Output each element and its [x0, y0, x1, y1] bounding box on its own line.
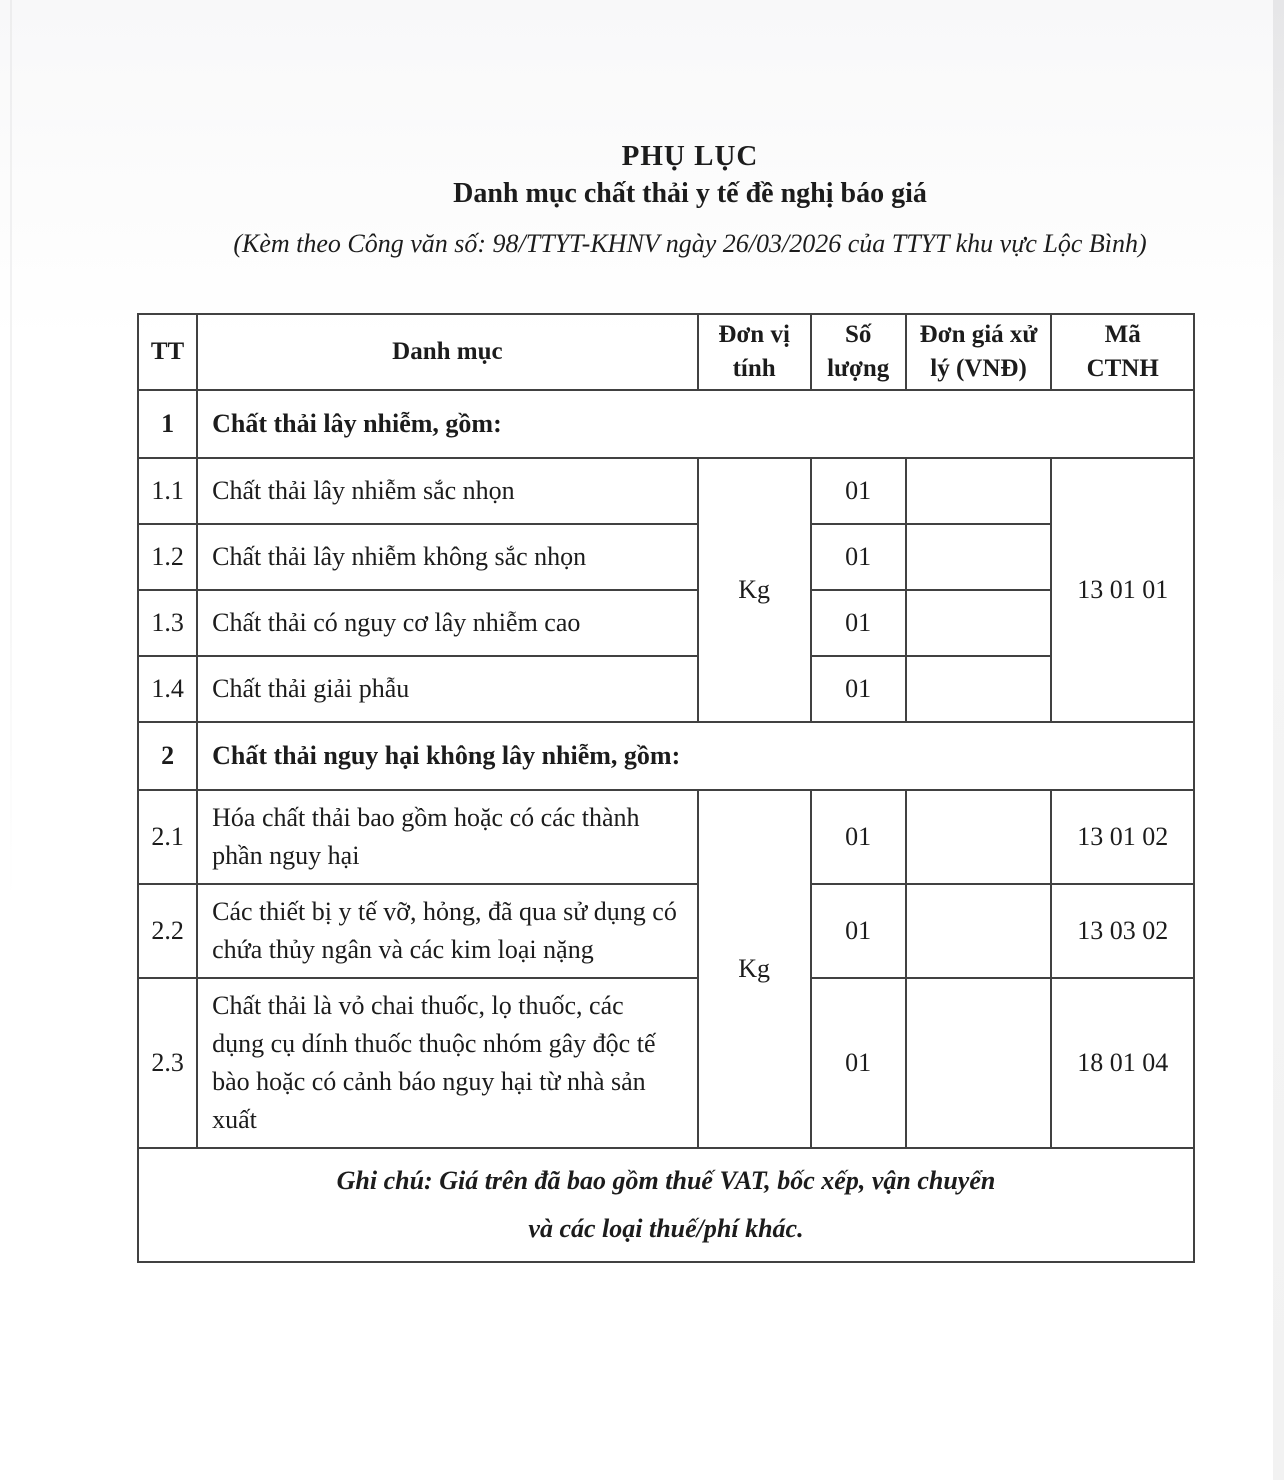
- header-unit: [698, 314, 811, 390]
- header-tt: TT: [138, 314, 197, 390]
- unit-price-cell: [906, 884, 1052, 978]
- quantity-cell: 01: [811, 458, 906, 524]
- header-quantity-line2: lượng: [827, 355, 890, 382]
- unit-price-cell: [906, 978, 1052, 1148]
- category-cell: Chất thải có nguy cơ lây nhiễm cao: [197, 590, 698, 656]
- quantity-cell: 01: [811, 590, 906, 656]
- item-row-1-2: [138, 524, 1194, 590]
- waste-list-table-container: [137, 313, 1195, 1263]
- quantity-cell: 01: [811, 978, 906, 1148]
- header-quantity: [811, 314, 906, 390]
- waste-list-table: [137, 313, 1195, 1263]
- category-cell: Chất thải lây nhiễm không sắc nhọn: [197, 524, 698, 590]
- section-tt: 1: [138, 390, 197, 458]
- header-code: [1051, 314, 1194, 390]
- item-row-1-4: [138, 656, 1194, 722]
- scan-edge-right: [1273, 0, 1284, 1480]
- unit-cell: Kg: [698, 790, 811, 1148]
- quantity-cell: 01: [811, 524, 906, 590]
- category-cell: Hóa chất thải bao gồm hoặc có các thành phần nguy hại: [197, 790, 698, 884]
- code-cell: 13 03 02: [1051, 884, 1194, 978]
- header-code-line2: CTNH: [1086, 355, 1159, 382]
- footnote-row: [138, 1148, 1194, 1262]
- item-row-1-3: [138, 590, 1194, 656]
- tt-cell: 2.2: [138, 884, 197, 978]
- section-row-1: [138, 390, 1194, 458]
- item-row-2-3: [138, 978, 1194, 1148]
- quantity-cell: 01: [811, 790, 906, 884]
- unit-cell: Kg: [698, 458, 811, 722]
- unit-price-cell: [906, 656, 1052, 722]
- footnote-line2: và các loại thuế/phí khác.: [528, 1214, 804, 1243]
- tt-cell: 1.3: [138, 590, 197, 656]
- unit-price-cell: [906, 524, 1052, 590]
- unit-price-cell: [906, 790, 1052, 884]
- item-row-2-1: [138, 790, 1194, 884]
- header-unit-price-line2: lý (VNĐ): [930, 355, 1027, 382]
- code-cell: 13 01 01: [1051, 458, 1194, 722]
- header-unit-price-line1: Đơn giá xử: [919, 321, 1038, 348]
- section-title: Chất thải nguy hại không lây nhiễm, gồm:: [197, 722, 1194, 790]
- tt-cell: 2.1: [138, 790, 197, 884]
- header-code-line1: Mã: [1104, 321, 1141, 348]
- header-unit-line1: Đơn vị: [718, 321, 790, 348]
- category-cell: Chất thải lây nhiễm sắc nhọn: [197, 458, 698, 524]
- header-unit-price: [906, 314, 1052, 390]
- section-row-2: [138, 722, 1194, 790]
- unit-price-cell: [906, 590, 1052, 656]
- footnote: [138, 1148, 1194, 1262]
- header-quantity-line1: Số: [844, 321, 872, 348]
- page-title: PHỤ LỤC: [621, 140, 759, 172]
- scan-edge-left: [10, 0, 12, 900]
- tt-cell: 1.4: [138, 656, 197, 722]
- footnote-line1: Ghi chú: Giá trên đã bao gồm thuế VAT, bốc xếp, vận chuyển: [336, 1166, 996, 1195]
- category-cell: Chất thải giải phẫu: [197, 656, 698, 722]
- tt-cell: 1.2: [138, 524, 197, 590]
- header-category: Danh mục: [197, 314, 698, 390]
- table-header-row: [138, 314, 1194, 390]
- header-unit-line2: tính: [732, 355, 776, 382]
- code-cell: 18 01 04: [1051, 978, 1194, 1148]
- quantity-cell: 01: [811, 884, 906, 978]
- reference-note: (Kèm theo Công văn số: 98/TTYT-KHNV ngày 26/03/2026 của TTYT khu vực Lộc Bình): [233, 229, 1147, 258]
- item-row-2-2: [138, 884, 1194, 978]
- code-cell: 13 01 02: [1051, 790, 1194, 884]
- page-subtitle: Danh mục chất thải y tế đề nghị báo giá: [453, 178, 927, 209]
- section-title: Chất thải lây nhiễm, gồm:: [197, 390, 1194, 458]
- tt-cell: 1.1: [138, 458, 197, 524]
- tt-cell: 2.3: [138, 978, 197, 1148]
- quantity-cell: 01: [811, 656, 906, 722]
- unit-price-cell: [906, 458, 1052, 524]
- category-cell: Chất thải là vỏ chai thuốc, lọ thuốc, các dụng cụ dính thuốc thuộc nhóm gây độc tế bào hoặc có cảnh báo nguy hại từ nhà sản xuất: [197, 978, 698, 1148]
- item-row-1-1: [138, 458, 1194, 524]
- document-heading: [161, 0, 1219, 261]
- section-tt: 2: [138, 722, 197, 790]
- category-cell: Các thiết bị y tế vỡ, hỏng, đã qua sử dụng có chứa thủy ngân và các kim loại nặng: [197, 884, 698, 978]
